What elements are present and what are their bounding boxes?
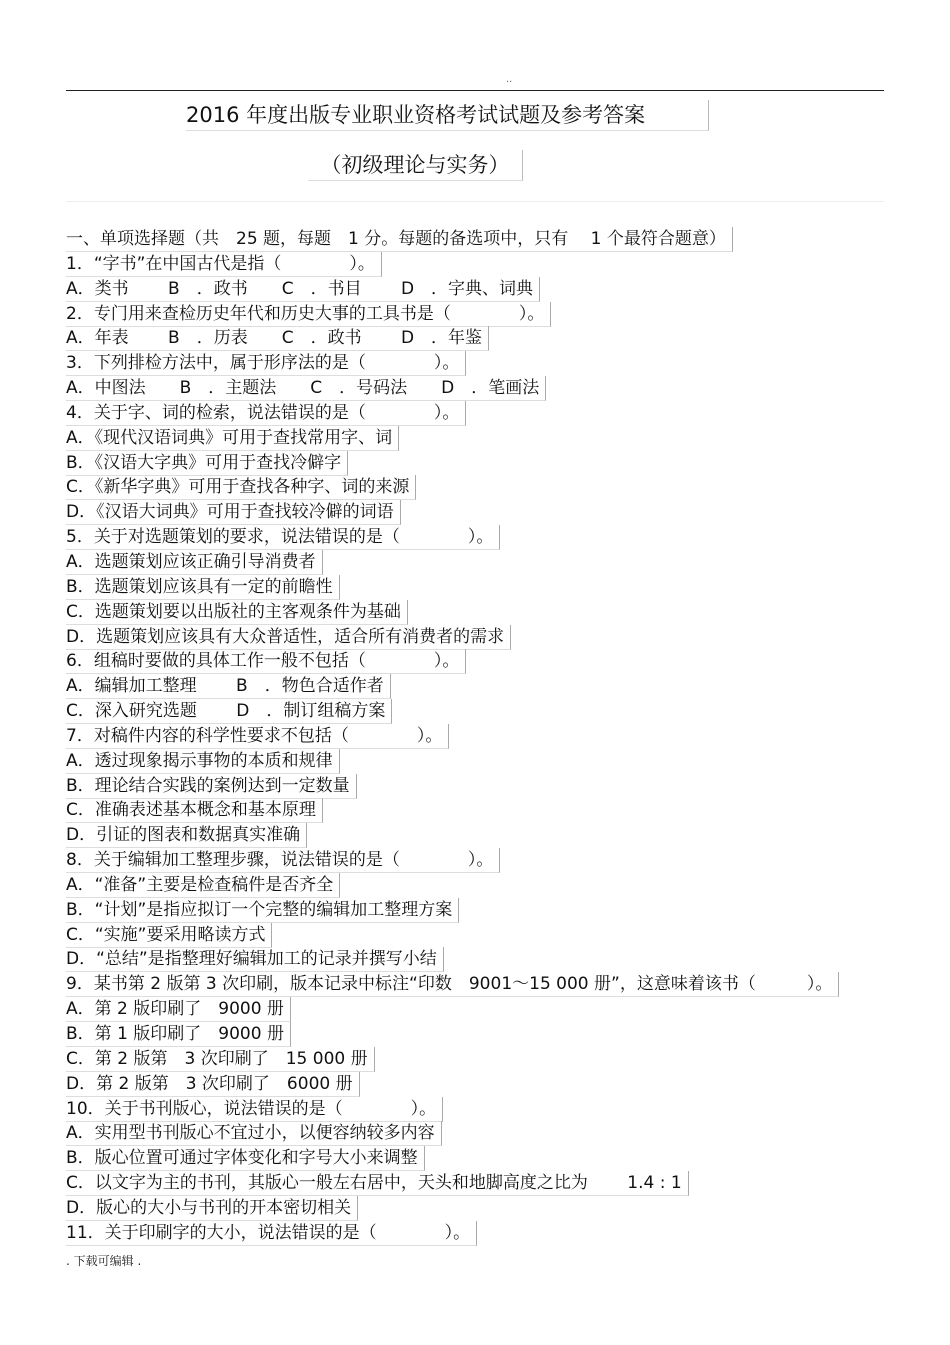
question-5-option-b: B．选题策划应该具有一定的前瞻性 — [66, 575, 896, 600]
question-11: 11．关于印刷字的大小，说法错误的是（ ）。 — [66, 1221, 896, 1246]
question-8: 8．关于编辑加工整理步骤，说法错误的是（ ）。 — [66, 848, 896, 873]
question-8-option-a: A．“准备”主要是检查稿件是否齐全 — [66, 873, 896, 898]
question-10-option-a: A．实用型书刊版心不宜过小，以便容纳较多内容 — [66, 1121, 896, 1146]
question-8-option-d: D．“总结”是指整理好编辑加工的记录并撰写小结 — [66, 947, 896, 972]
question-4-option-d: D．《汉语大词典》可用于查找较冷僻的词语 — [66, 500, 896, 525]
question-5-option-c: C．选题策划要以出版社的主客观条件为基础 — [66, 600, 896, 625]
header-mark: .. — [506, 74, 513, 85]
question-3-options: A．中图法 B ．主题法 C ．号码法 D ．笔画法 — [66, 376, 896, 401]
question-10-option-c: C．以文字为主的书刊，其版心一般左右居中，天头和地脚高度之比为 1.4 : 1 — [66, 1171, 896, 1196]
question-1: 1．“字书”在中国古代是指（ ）。 — [66, 252, 896, 277]
question-7: 7．对稿件内容的科学性要求不包括（ ）。 — [66, 724, 896, 749]
question-8-option-c: C．“实施”要采用略读方式 — [66, 923, 896, 948]
question-1-options: A．类书 B ．政书 C ．书目 D ．字典、词典 — [66, 277, 896, 302]
question-9: 9．某书第 2 版第 3 次印刷，版本记录中标注“印数 9001～15 000 册”，这意味着该书（ ）。 — [66, 972, 896, 997]
question-9-option-b: B．第 1 版印刷了 9000 册 — [66, 1022, 896, 1047]
document-title: 2016 年度出版专业职业资格考试试题及参考答案 — [186, 100, 709, 131]
question-4-option-b: B．《汉语大字典》可用于查找冷僻字 — [66, 451, 896, 476]
question-6-options-ab: A．编辑加工整理 B ．物色合适作者 — [66, 674, 896, 699]
exam-content — [66, 227, 896, 1246]
question-4-option-a: A．《现代汉语词典》可用于查找常用字、词 — [66, 426, 896, 451]
question-7-option-d: D．引证的图表和数据真实准确 — [66, 823, 896, 848]
question-4: 4．关于字、词的检索，说法错误的是（ ）。 — [66, 401, 896, 426]
question-6-options-cd: C．深入研究选题 D ．制订组稿方案 — [66, 699, 896, 724]
question-2: 2．专门用来查检历史年代和历史大事的工具书是（ ）。 — [66, 302, 896, 327]
question-5-option-d: D．选题策划应该具有大众普适性，适合所有消费者的需求 — [66, 625, 896, 650]
question-5: 5．关于对选题策划的要求，说法错误的是（ ）。 — [66, 525, 896, 550]
question-9-option-a: A．第 2 版印刷了 9000 册 — [66, 997, 896, 1022]
separator-rule — [66, 201, 884, 202]
question-8-option-b: B．“计划”是指应拟订一个完整的编辑加工整理方案 — [66, 898, 896, 923]
top-rule — [66, 90, 884, 91]
question-5-option-a: A．选题策划应该正确引导消费者 — [66, 550, 896, 575]
document-subtitle: （初级理论与实务） — [308, 150, 523, 181]
question-4-option-c: C．《新华字典》可用于查找各种字、词的来源 — [66, 475, 896, 500]
question-10-option-b: B．版心位置可通过字体变化和字号大小来调整 — [66, 1146, 896, 1171]
question-7-option-a: A．透过现象揭示事物的本质和规律 — [66, 749, 896, 774]
question-3: 3．下列排检方法中，属于形序法的是（ ）。 — [66, 351, 896, 376]
question-9-option-c: C．第 2 版第 3 次印刷了 15 000 册 — [66, 1047, 896, 1072]
question-10: 10．关于书刊版心，说法错误的是（ ）。 — [66, 1097, 896, 1122]
question-7-option-b: B．理论结合实践的案例达到一定数量 — [66, 774, 896, 799]
footer-note: . 下载可编辑 . — [66, 1254, 142, 1268]
question-2-options: A．年表 B ．历表 C ．政书 D ．年鉴 — [66, 326, 896, 351]
question-6: 6．组稿时要做的具体工作一般不包括（ ）。 — [66, 649, 896, 674]
question-10-option-d: D．版心的大小与书刊的开本密切相关 — [66, 1196, 896, 1221]
question-9-option-d: D．第 2 版第 3 次印刷了 6000 册 — [66, 1072, 896, 1097]
section-heading: 一、单项选择题（共 25 题，每题 1 分。每题的备选项中，只有 1 个最符合题意） — [66, 227, 896, 252]
question-7-option-c: C．准确表述基本概念和基本原理 — [66, 798, 896, 823]
